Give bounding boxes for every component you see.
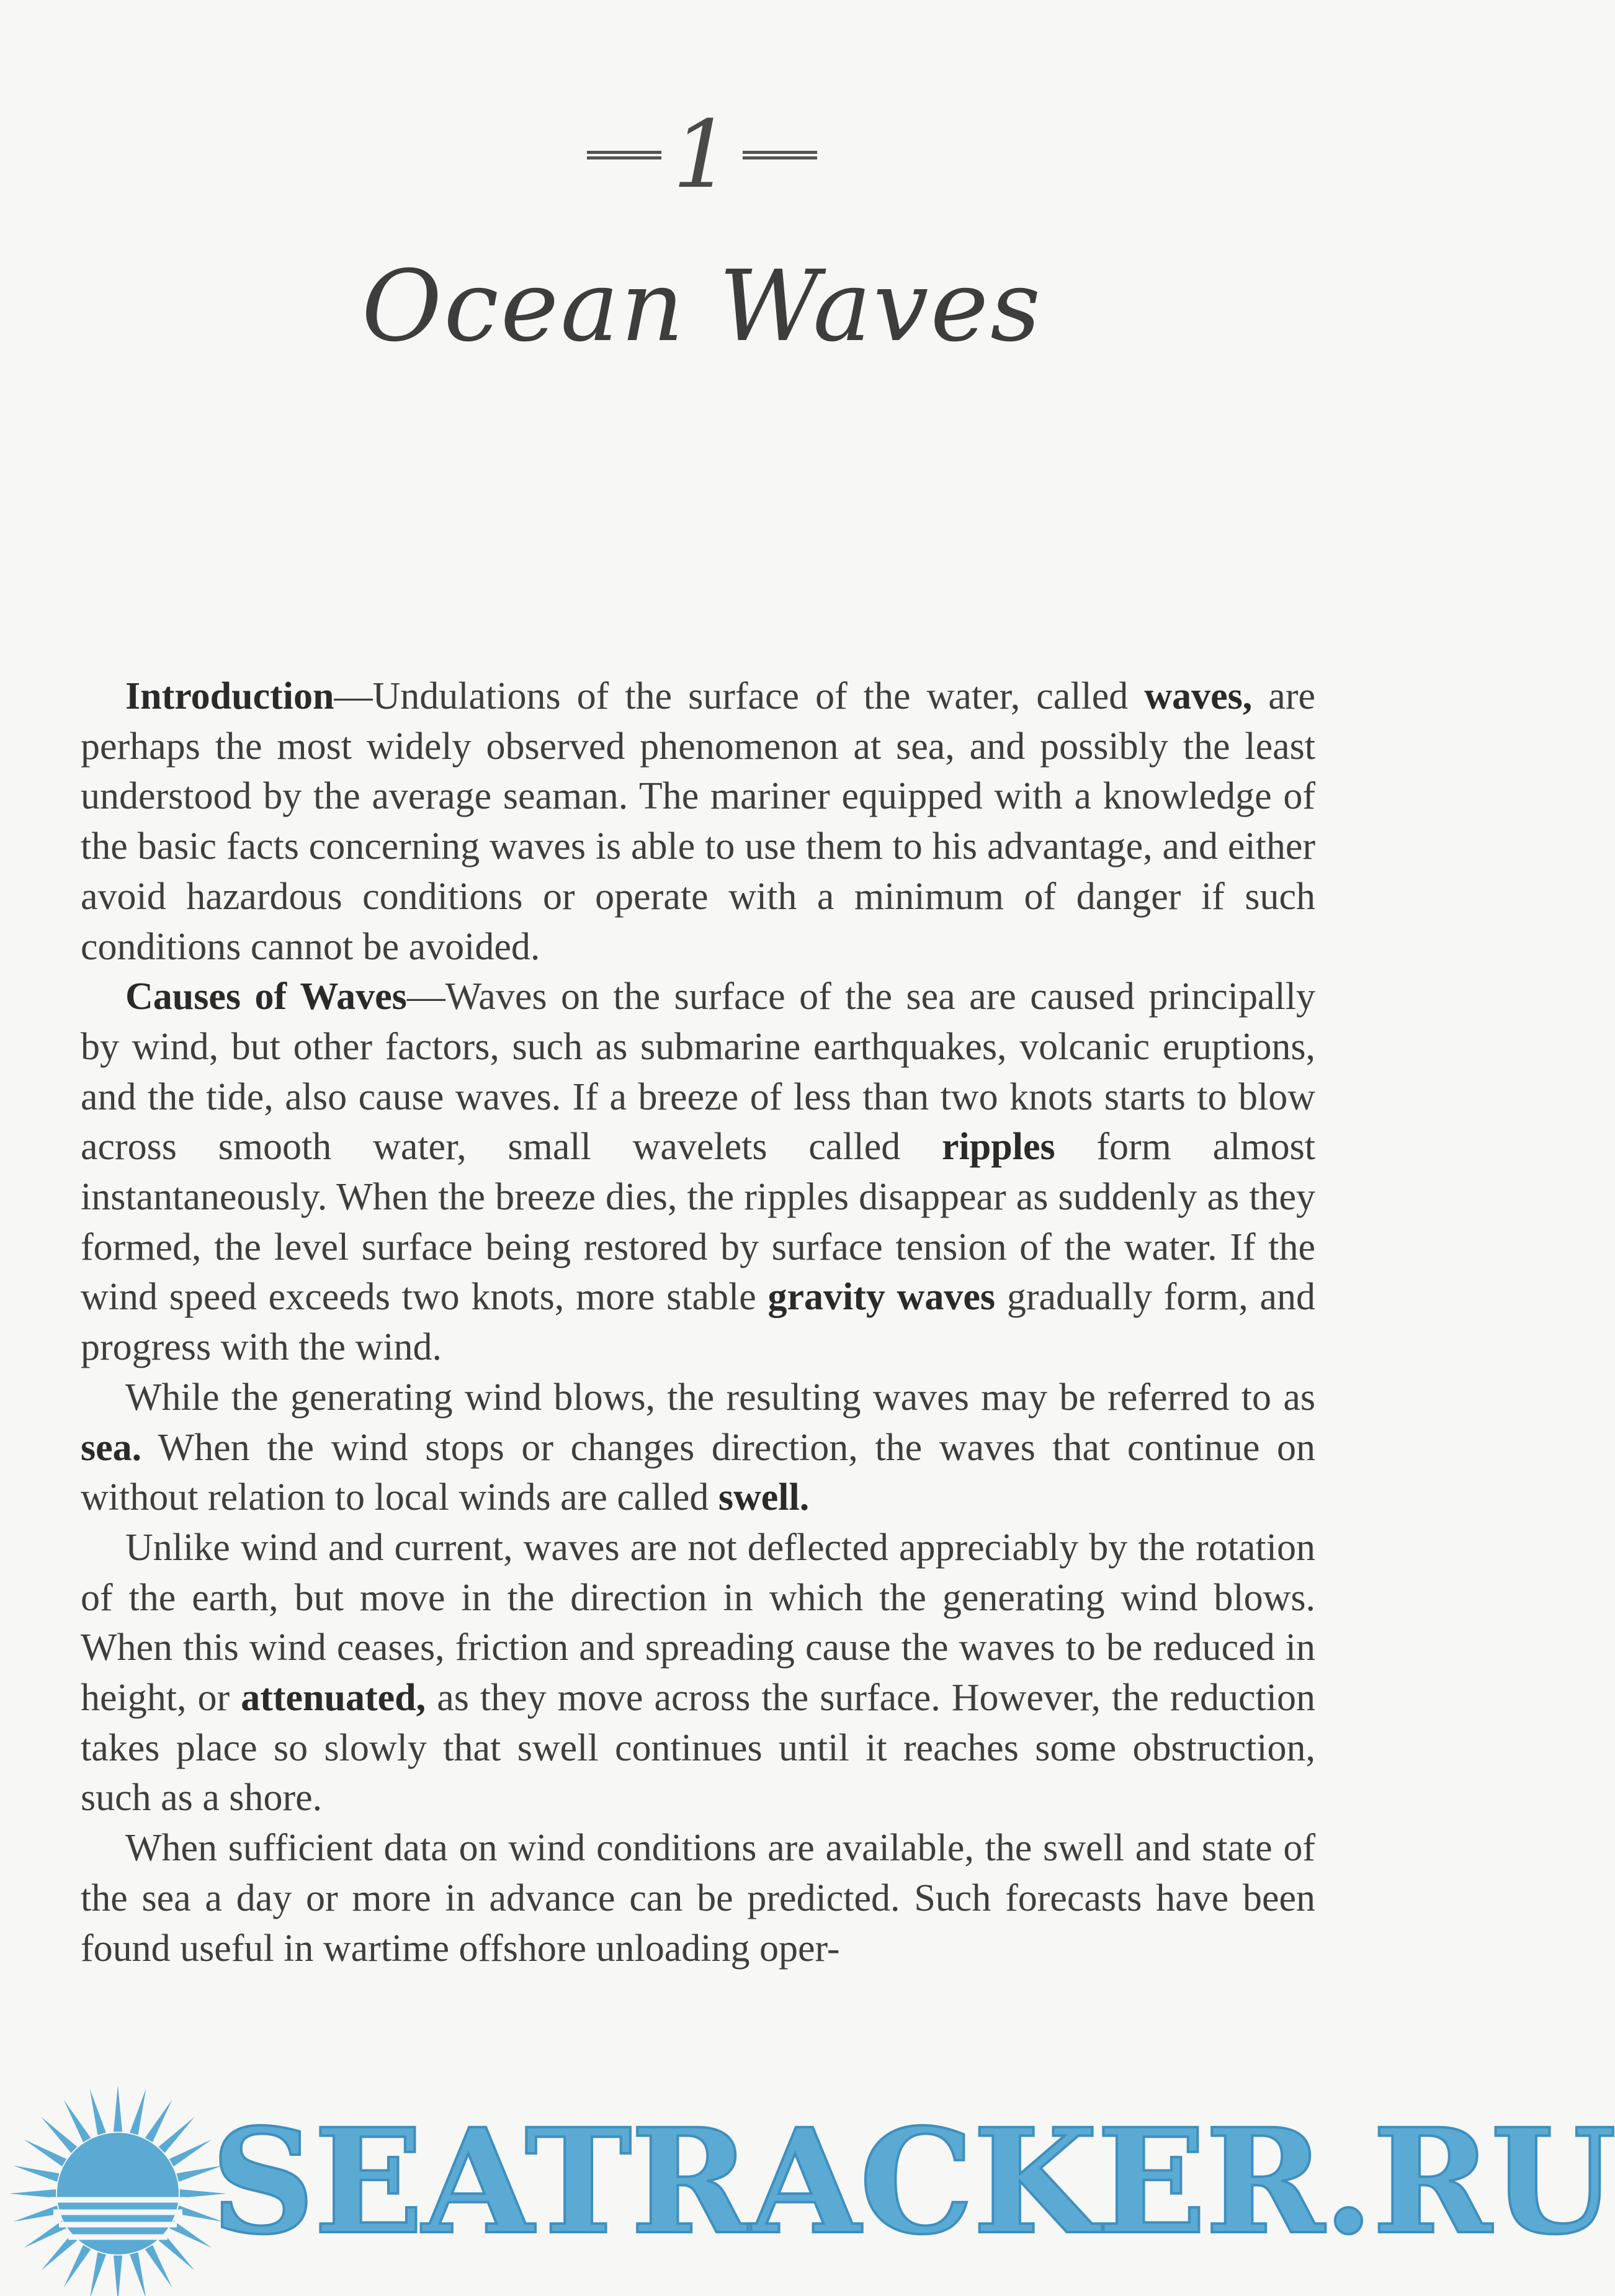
text-run: form almost instantaneously. When the breeze dies, the ripples disappear as suddenly as they formed, the level surface being restored by surface tension of the water. If the wind speed exceeds two knots, more stable [81, 1126, 1315, 1319]
left-dash [587, 151, 661, 159]
paragraph [81, 1373, 1315, 1523]
sun-ray [64, 2245, 91, 2288]
paragraph-lead: Causes of Waves [125, 975, 407, 1018]
sun-ray [13, 2166, 60, 2182]
sun-ray [90, 2089, 106, 2135]
text-run: are perhaps the most widely observed phenomenon at sea, and possibly the least understood by the average seaman. The mariner equipped with a knowledge of the basic facts concerning waves is able to use them to his advantage, and either avoid hazardous conditions or operate with a minimum of danger if such conditions cannot be avoided. [81, 675, 1315, 968]
sun-ray [169, 2140, 212, 2167]
chapter-number [0, 101, 1404, 209]
chapter-title: Ocean Waves [361, 249, 1043, 364]
sun-ray [41, 2117, 77, 2153]
sun-ray [114, 2256, 122, 2296]
paragraph [81, 1523, 1315, 1823]
sun-ray [114, 2085, 122, 2132]
watermark-text: SEATRACKER.RU [211, 2097, 1615, 2266]
right-dash [743, 151, 817, 159]
paragraph [81, 1823, 1315, 1973]
bold-term: ripples [942, 1126, 1055, 1168]
sun-ray [130, 2253, 146, 2296]
bold-term: gravity waves [767, 1276, 996, 1319]
sun-ray [64, 2099, 91, 2142]
sun-ray [9, 2189, 56, 2198]
sun-ray [13, 2205, 60, 2222]
text-run: When sufficient data on wind conditions are available, the swell and state of the sea a day or more in advance can be predicted. Such forecasts have been found useful in wartime offshore unloading oper- [81, 1827, 1315, 1970]
bold-term: attenuated, [241, 1677, 426, 1720]
text-run: Unlike wind and current, waves are not deflected appreciably by the rotation of the earth, but move in the direction in which the generating wind blows. When this wind ceases, friction and spreading cause the waves to be reduced in height, or [81, 1526, 1315, 1720]
paragraph-lead: Introduction [125, 675, 334, 717]
text-run: gradually form, and progress with the wind. [81, 1276, 1316, 1369]
sun-ray [130, 2089, 146, 2135]
sun-logo-icon [0, 2085, 236, 2296]
bold-term: swell. [718, 1476, 810, 1519]
text-run: as they move across the surface. However, the reduction takes place so slowly that swell continues until it reaches some obstruction, such as a shore. [81, 1677, 1315, 1819]
text-run: When the wind stops or changes direction, the waves that continue on without relation to local winds are called [81, 1426, 1315, 1519]
watermark [0, 2085, 1615, 2296]
sun-ray [145, 2245, 172, 2288]
body-text [81, 671, 1315, 1973]
sun-ray [145, 2099, 172, 2142]
sun-ray [24, 2140, 66, 2167]
sun-ray [159, 2117, 195, 2153]
paragraph [81, 671, 1315, 972]
text-run: —Undulations of the surface of the water, called [334, 675, 1145, 717]
text-run: While the generating wind blows, the resulting waves may be referred to as [125, 1376, 1315, 1419]
text-run: —Waves on the surface of the sea are caused principally by wind, but other factors, such as submarine earthquakes, volcanic eruptions, and the tide, also cause waves. If a breeze of less than two knots starts to blow across smooth water, small wavelets called [81, 975, 1315, 1168]
bold-term: sea. [81, 1426, 142, 1469]
chapter-number-value: 1 [672, 101, 732, 209]
bold-term: waves, [1144, 675, 1253, 717]
paragraph [81, 972, 1315, 1373]
sun-ray [90, 2253, 106, 2296]
